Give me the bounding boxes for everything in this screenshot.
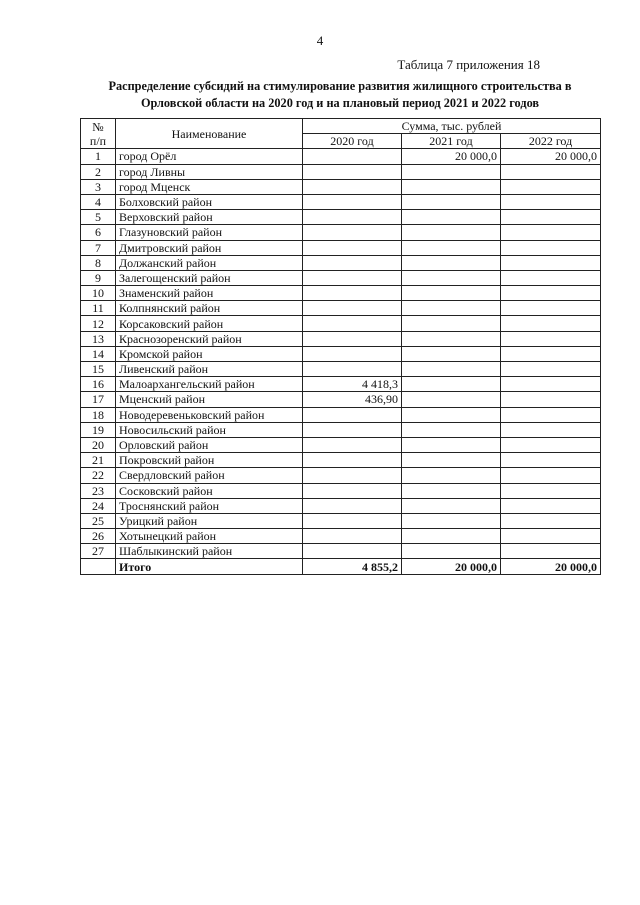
table-row — [81, 164, 601, 179]
table-row — [81, 316, 601, 331]
table-row — [81, 437, 601, 452]
row-value-2021 — [402, 392, 501, 407]
row-value-2022 — [501, 513, 601, 528]
row-value-2022 — [501, 437, 601, 452]
row-value-2022 — [501, 377, 601, 392]
row-name: Орловский район — [116, 437, 303, 452]
row-value-2020 — [303, 513, 402, 528]
header-number-sign: № — [92, 119, 104, 134]
row-value-2022 — [501, 164, 601, 179]
row-number: 9 — [81, 270, 116, 285]
row-value-2021 — [402, 498, 501, 513]
row-value-2021 — [402, 377, 501, 392]
row-value-2020: 4 418,3 — [303, 377, 402, 392]
row-name: Сосковский район — [116, 483, 303, 498]
row-value-2022 — [501, 286, 601, 301]
row-value-2021 — [402, 407, 501, 422]
row-name: Кромской район — [116, 346, 303, 361]
header-name: Наименование — [116, 119, 303, 149]
row-value-2020 — [303, 346, 402, 361]
table-row — [81, 301, 601, 316]
row-number: 21 — [81, 453, 116, 468]
header-number-abbr: п/п — [89, 133, 107, 148]
row-value-2022 — [501, 468, 601, 483]
row-value-2022 — [501, 422, 601, 437]
total-2021: 20 000,0 — [402, 559, 501, 574]
row-value-2020 — [303, 422, 402, 437]
row-value-2022 — [501, 331, 601, 346]
row-name: город Орёл — [116, 149, 303, 164]
row-value-2021 — [402, 453, 501, 468]
row-value-2020 — [303, 407, 402, 422]
row-value-2020 — [303, 270, 402, 285]
row-value-2020 — [303, 210, 402, 225]
title-line-1: Распределение субсидий на стимулирование развития жилищного строительства в — [108, 79, 572, 93]
row-value-2020 — [303, 301, 402, 316]
row-number: 11 — [81, 301, 116, 316]
row-name: Глазуновский район — [116, 225, 303, 240]
row-value-2020 — [303, 179, 402, 194]
row-value-2022 — [501, 210, 601, 225]
row-number: 5 — [81, 210, 116, 225]
row-value-2022 — [501, 483, 601, 498]
subsidy-table — [80, 118, 601, 575]
row-value-2021 — [402, 529, 501, 544]
row-number: 20 — [81, 437, 116, 452]
row-number: 10 — [81, 286, 116, 301]
row-value-2021 — [402, 286, 501, 301]
row-value-2022 — [501, 453, 601, 468]
row-number: 14 — [81, 346, 116, 361]
row-number: 22 — [81, 468, 116, 483]
row-number: 27 — [81, 544, 116, 559]
row-name: город Ливны — [116, 164, 303, 179]
row-name: Залегощенский район — [116, 270, 303, 285]
row-value-2021 — [402, 240, 501, 255]
row-number: 23 — [81, 483, 116, 498]
row-value-2021 — [402, 194, 501, 209]
table-row — [81, 407, 601, 422]
table-row — [81, 286, 601, 301]
document-title — [80, 78, 600, 112]
row-value-2020 — [303, 164, 402, 179]
table-row — [81, 331, 601, 346]
row-value-2020 — [303, 240, 402, 255]
row-number: 2 — [81, 164, 116, 179]
row-number: 26 — [81, 529, 116, 544]
row-value-2020 — [303, 453, 402, 468]
row-value-2020: 436,90 — [303, 392, 402, 407]
row-value-2020 — [303, 286, 402, 301]
row-value-2020 — [303, 194, 402, 209]
header-year-2022: 2022 год — [501, 134, 601, 149]
table-row — [81, 453, 601, 468]
row-value-2021 — [402, 468, 501, 483]
table-row — [81, 377, 601, 392]
row-name: Должанский район — [116, 255, 303, 270]
row-name: Новосильский район — [116, 422, 303, 437]
total-row — [81, 559, 601, 574]
table-row — [81, 513, 601, 528]
header-number — [81, 119, 116, 149]
row-number: 12 — [81, 316, 116, 331]
row-value-2020 — [303, 362, 402, 377]
row-value-2020 — [303, 468, 402, 483]
table-row — [81, 194, 601, 209]
table-row — [81, 225, 601, 240]
title-line-2: Орловской области на 2020 год и на плановый период 2021 и 2022 годов — [140, 96, 540, 110]
row-value-2021 — [402, 346, 501, 361]
row-number: 7 — [81, 240, 116, 255]
row-value-2020 — [303, 331, 402, 346]
table-row — [81, 270, 601, 285]
row-name: Малоархангельский район — [116, 377, 303, 392]
row-number: 16 — [81, 377, 116, 392]
row-name: Хотынецкий район — [116, 529, 303, 544]
table-row — [81, 362, 601, 377]
row-name: Ливенский район — [116, 362, 303, 377]
row-value-2022 — [501, 407, 601, 422]
row-value-2022 — [501, 240, 601, 255]
table-row — [81, 255, 601, 270]
table-row — [81, 544, 601, 559]
row-value-2021 — [402, 437, 501, 452]
row-value-2021 — [402, 316, 501, 331]
row-name: Знаменский район — [116, 286, 303, 301]
table-row — [81, 149, 601, 164]
row-number: 15 — [81, 362, 116, 377]
row-value-2020 — [303, 498, 402, 513]
row-value-2021 — [402, 270, 501, 285]
row-value-2020 — [303, 225, 402, 240]
table-row — [81, 179, 601, 194]
row-number: 17 — [81, 392, 116, 407]
row-value-2022 — [501, 255, 601, 270]
row-value-2021 — [402, 301, 501, 316]
row-number: 3 — [81, 179, 116, 194]
total-label: Итого — [116, 559, 303, 574]
row-value-2022 — [501, 301, 601, 316]
table-row — [81, 392, 601, 407]
header-year-2020: 2020 год — [303, 134, 402, 149]
row-name: Троснянский район — [116, 498, 303, 513]
table-reference: Таблица 7 приложения 18 — [397, 57, 540, 72]
row-name: Краснозоренский район — [116, 331, 303, 346]
row-value-2020 — [303, 316, 402, 331]
total-2022: 20 000,0 — [501, 559, 601, 574]
row-value-2022 — [501, 194, 601, 209]
row-value-2021 — [402, 225, 501, 240]
table-row — [81, 240, 601, 255]
row-value-2021 — [402, 544, 501, 559]
row-value-2022 — [501, 529, 601, 544]
header-sum: Сумма, тыс. рублей — [303, 119, 601, 134]
row-value-2021 — [402, 362, 501, 377]
row-name: Дмитровский район — [116, 240, 303, 255]
row-value-2020 — [303, 529, 402, 544]
row-value-2022 — [501, 225, 601, 240]
row-number: 25 — [81, 513, 116, 528]
row-number: 4 — [81, 194, 116, 209]
row-value-2020 — [303, 255, 402, 270]
table-row — [81, 498, 601, 513]
row-value-2022 — [501, 346, 601, 361]
row-name: Шаблыкинский район — [116, 544, 303, 559]
row-name: Покровский район — [116, 453, 303, 468]
table-row — [81, 346, 601, 361]
row-value-2022 — [501, 362, 601, 377]
total-2020: 4 855,2 — [303, 559, 402, 574]
row-name: Колпнянский район — [116, 301, 303, 316]
row-value-2022 — [501, 392, 601, 407]
row-name: Новодеревеньковский район — [116, 407, 303, 422]
row-value-2021 — [402, 422, 501, 437]
table-row — [81, 468, 601, 483]
header-year-2021: 2021 год — [402, 134, 501, 149]
row-value-2020 — [303, 544, 402, 559]
row-name: Свердловский район — [116, 468, 303, 483]
table-row — [81, 483, 601, 498]
row-name: Мценский район — [116, 392, 303, 407]
row-value-2021 — [402, 179, 501, 194]
row-value-2020 — [303, 437, 402, 452]
table-row — [81, 210, 601, 225]
row-number: 1 — [81, 149, 116, 164]
row-value-2021 — [402, 210, 501, 225]
row-value-2022 — [501, 270, 601, 285]
table-row — [81, 529, 601, 544]
row-name: город Мценск — [116, 179, 303, 194]
row-number: 18 — [81, 407, 116, 422]
row-value-2021 — [402, 331, 501, 346]
row-name: Болховский район — [116, 194, 303, 209]
row-value-2020 — [303, 483, 402, 498]
row-value-2022 — [501, 544, 601, 559]
page-number: 4 — [316, 33, 324, 48]
row-value-2021: 20 000,0 — [402, 149, 501, 164]
row-value-2022 — [501, 179, 601, 194]
row-name: Верховский район — [116, 210, 303, 225]
row-value-2021 — [402, 255, 501, 270]
row-value-2022 — [501, 498, 601, 513]
row-number: 19 — [81, 422, 116, 437]
row-number: 8 — [81, 255, 116, 270]
row-value-2021 — [402, 164, 501, 179]
table-row — [81, 422, 601, 437]
row-name: Урицкий район — [116, 513, 303, 528]
row-number: 6 — [81, 225, 116, 240]
row-name: Корсаковский район — [116, 316, 303, 331]
row-value-2022: 20 000,0 — [501, 149, 601, 164]
row-number: 13 — [81, 331, 116, 346]
row-value-2020 — [303, 149, 402, 164]
row-value-2021 — [402, 483, 501, 498]
row-value-2022 — [501, 316, 601, 331]
row-value-2021 — [402, 513, 501, 528]
total-number-cell — [81, 559, 116, 574]
row-number: 24 — [81, 498, 116, 513]
